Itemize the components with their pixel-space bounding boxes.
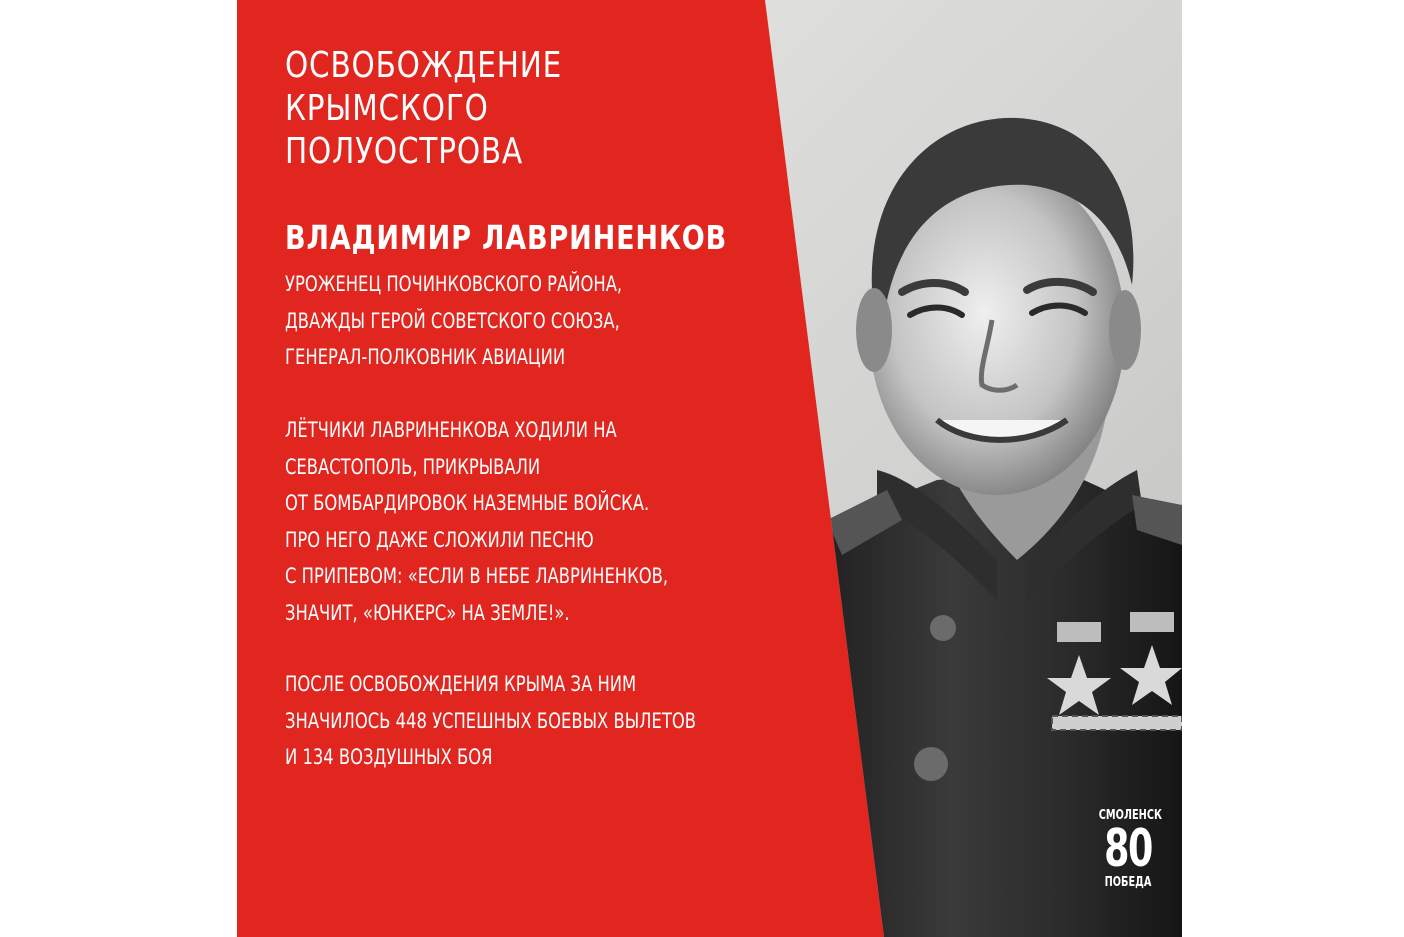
smolensk-80-logo: [1089, 808, 1167, 906]
logo-city: СМОЛЕНСК: [1098, 808, 1162, 823]
hero-subtitle: УРОЖЕНЕЦ ПОЧИНКОВСКОГО РАЙОНА, ДВАЖДЫ ГЕРОЙ СОВЕТСКОГО СОЮЗА, ГЕНЕРАЛ-ПОЛКОВНИК АВИАЦИИ: [285, 272, 623, 369]
paragraph-pilots: ЛЁТЧИКИ ЛАВРИНЕНКОВА ХОДИЛИ НА СЕВАСТОПОЛЬ, ПРИКРЫВАЛИ ОТ БОМБАРДИРОВОК НАЗЕМНЫЕ ВОЙСКА. ПРО НЕГО ДАЖЕ СЛОЖИЛИ ПЕСНЮ С ПРИПЕВОМ: «ЕСЛИ В НЕБЕ ЛАВРИНЕНКОВ, ЗНАЧИТ, «ЮНКЕРС» НА ЗЕМЛЕ!».: [285, 418, 669, 625]
poster: [237, 0, 1182, 937]
logo-number: 80: [1104, 819, 1152, 879]
hero-name: ВЛАДИМИР ЛАВРИНЕНКОВ: [285, 218, 728, 257]
poster-title: ОСВОБОЖДЕНИЕ КРЫМСКОГО ПОЛУОСТРОВА: [285, 45, 563, 172]
paragraph-results: ПОСЛЕ ОСВОБОЖДЕНИЯ КРЫМА ЗА НИМ ЗНАЧИЛОСЬ 448 УСПЕШНЫХ БОЕВЫХ ВЫЛЕТОВ И 134 ВОЗДУШНЫХ БОЯ: [285, 672, 696, 769]
logo-victory: ПОБЕДА: [1104, 875, 1152, 890]
